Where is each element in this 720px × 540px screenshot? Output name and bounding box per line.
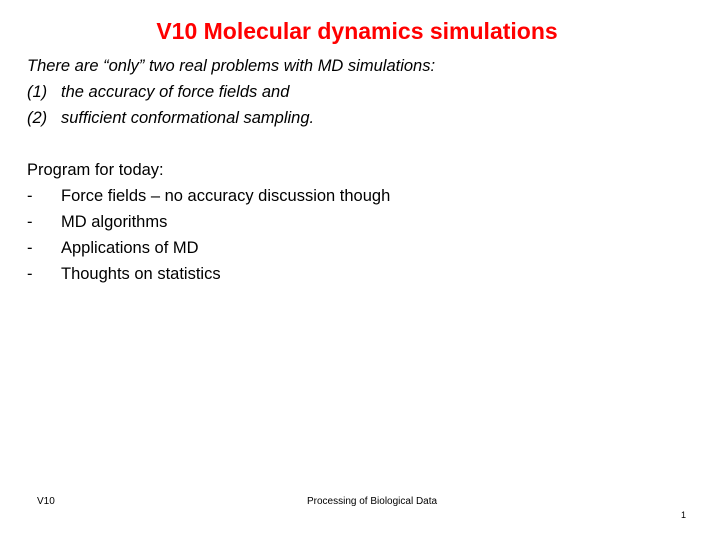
program-heading: Program for today: — [27, 161, 164, 179]
slide-title: V10 Molecular dynamics simulations — [156, 18, 558, 44]
bullet-marker: - — [27, 265, 33, 283]
page-number: 1 — [681, 510, 687, 520]
program-item-4 — [27, 264, 221, 284]
problem-marker: (1) — [27, 83, 48, 101]
program-text: MD algorithms — [61, 213, 168, 231]
bullet-marker: - — [27, 213, 33, 231]
program-item-1 — [27, 186, 390, 206]
bullet-marker: - — [27, 239, 33, 257]
problem-item-1 — [27, 82, 289, 102]
problem-item-2 — [27, 108, 314, 128]
program-text: Applications of MD — [61, 239, 199, 257]
program-item-3 — [27, 238, 199, 258]
intro-text: There are “only” two real problems with MD simulations: — [27, 57, 436, 75]
problem-marker: (2) — [27, 109, 48, 127]
footer-lecture-label: V10 — [37, 496, 55, 507]
problem-text: the accuracy of force fields and — [61, 83, 290, 101]
program-text: Thoughts on statistics — [61, 265, 221, 283]
program-text: Force fields – no accuracy discussion though — [61, 187, 391, 205]
program-item-2 — [27, 212, 167, 232]
problem-text: sufficient conformational sampling. — [61, 109, 315, 127]
bullet-marker: - — [27, 187, 33, 205]
footer-course-title: Processing of Biological Data — [307, 496, 438, 507]
